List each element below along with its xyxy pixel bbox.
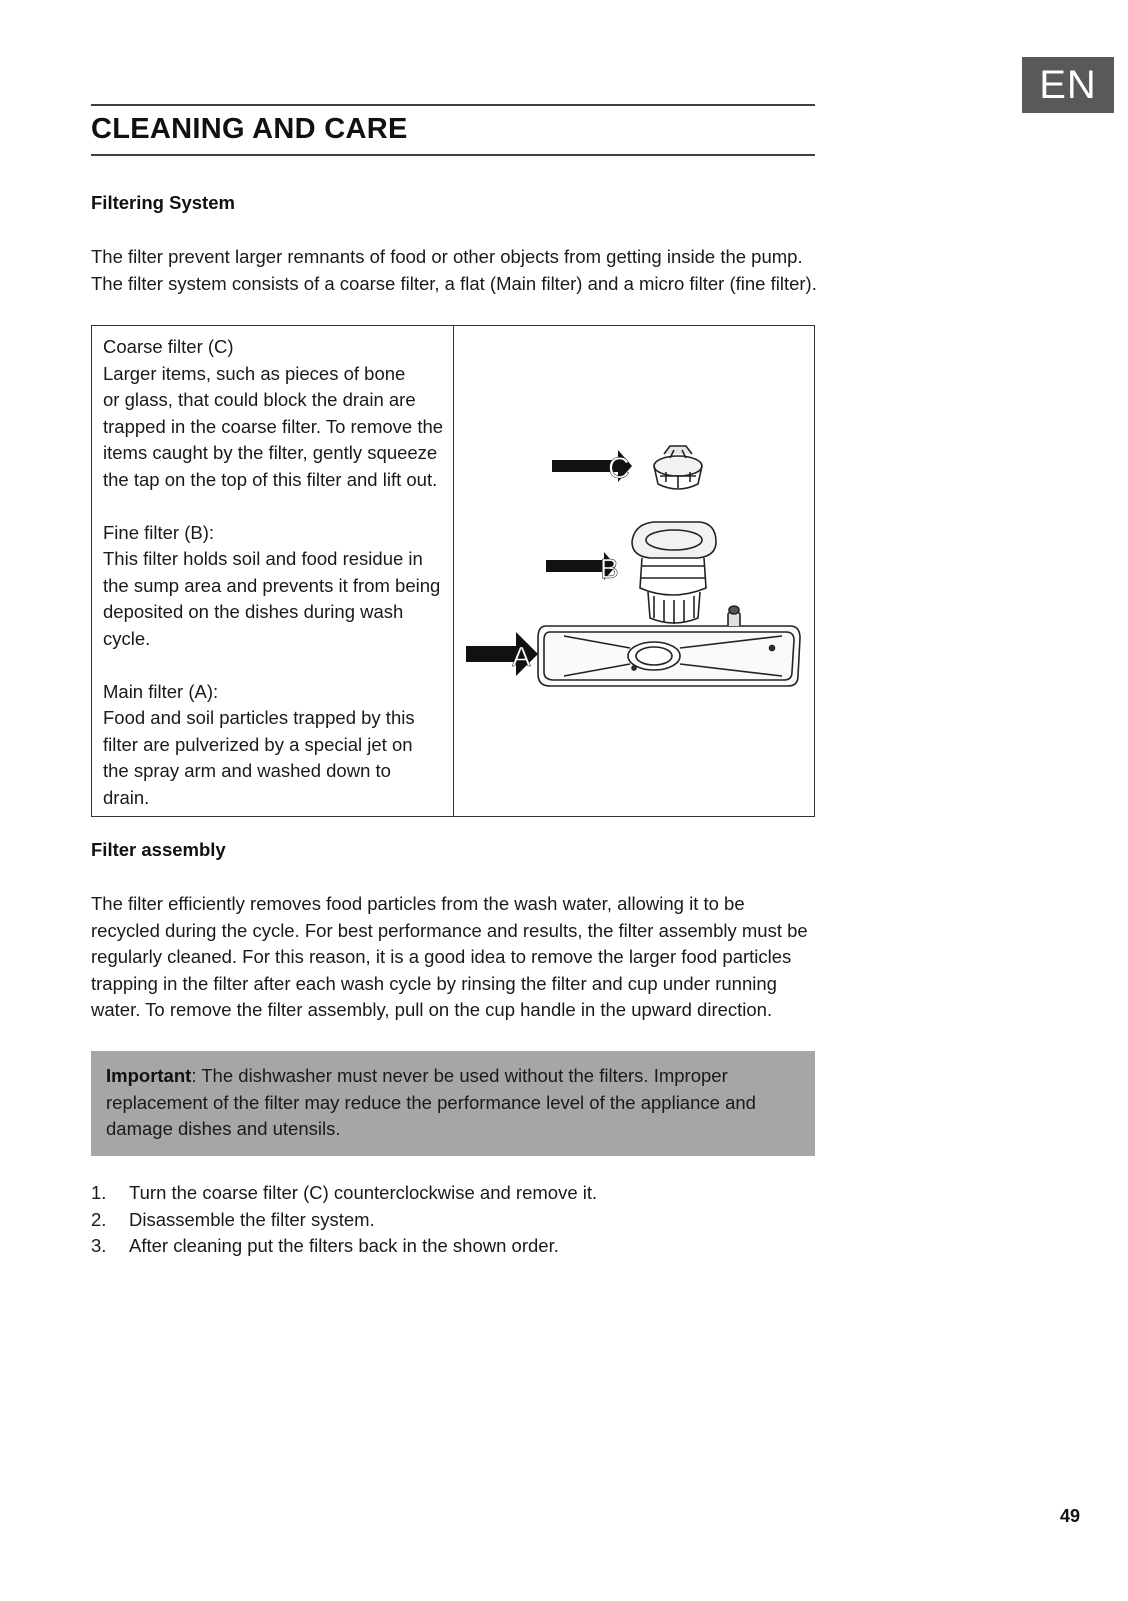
notice-line	[106, 1063, 800, 1090]
label-b: B	[600, 553, 619, 584]
main-filter-line: the spray arm and washed down to	[103, 760, 391, 781]
step-text: After cleaning put the filters back in the shown order.	[129, 1235, 559, 1256]
filter-descriptions	[92, 326, 454, 816]
filtering-system-intro	[91, 244, 821, 297]
label-c: C	[608, 452, 630, 485]
paragraph-line: recycled during the cycle. For best performance and results, the filter assembly must be	[91, 919, 808, 941]
title-rule-bottom	[91, 154, 815, 156]
language-badge: EN	[1022, 57, 1114, 113]
fine-filter-title: Fine filter (B):	[103, 521, 215, 543]
notice-label: Important	[106, 1065, 192, 1086]
coarse-filter-line: Larger items, such as pieces of bone	[103, 362, 406, 384]
filtering-system-heading: Filtering System	[91, 192, 235, 213]
coarse-filter-title: Coarse filter (C)	[103, 336, 234, 357]
step-number: 3.	[91, 1235, 107, 1256]
label-a: A	[512, 641, 531, 672]
important-notice	[91, 1051, 815, 1156]
step-text: Turn the coarse filter (C) counterclockwise and remove it.	[129, 1182, 598, 1203]
list-item	[91, 1233, 597, 1260]
coarse-filter-description	[103, 334, 445, 493]
list-item	[91, 1180, 597, 1207]
coarse-filter-line: items caught by the filter, gently squeeze	[103, 442, 438, 463]
notice-line: replacement of the filter may reduce the performance level of the appliance and	[106, 1091, 756, 1113]
fine-filter-line: This filter holds soil and food residue in	[103, 548, 423, 569]
notice-text: : The dishwasher must never be used without the filters. Improper	[191, 1065, 728, 1086]
title-rule-top	[91, 104, 815, 106]
step-number: 1.	[91, 1182, 107, 1203]
coarse-filter-line: trapped in the coarse filter. To remove the	[103, 415, 444, 437]
filter-diagram-cell	[454, 326, 814, 816]
main-filter-illustration	[538, 606, 800, 686]
paragraph-line: regularly cleaned. For this reason, it is a good idea to remove the larger food particles	[91, 946, 792, 967]
fine-filter-line: the sump area and prevents it from being	[103, 574, 441, 596]
fine-filter-line: cycle.	[103, 627, 151, 649]
filter-system-diagram	[454, 326, 814, 816]
step-number: 2.	[91, 1208, 107, 1230]
main-filter-line: drain.	[103, 786, 150, 808]
list-item	[91, 1207, 597, 1234]
page-title: CLEANING AND CARE	[91, 113, 408, 145]
step-text: Disassemble the filter system.	[129, 1208, 375, 1230]
paragraph-line: The filter efficiently removes food particles from the wash water, allowing it to be	[91, 893, 745, 914]
intro-line: The filter system consists of a coarse filter, a flat (Main filter) and a micro filter (fine filter).	[91, 272, 817, 294]
fine-filter-line: deposited on the dishes during wash	[103, 601, 404, 622]
fine-filter-illustration	[632, 522, 716, 624]
filter-assembly-heading: Filter assembly	[91, 839, 226, 860]
fine-filter-description	[103, 520, 445, 653]
paragraph-line: trapping in the filter after each wash cycle by rinsing the filter and cup under running	[91, 972, 777, 994]
coarse-filter-line: or glass, that could block the drain are	[103, 389, 416, 410]
cleaning-steps-list	[91, 1180, 597, 1260]
main-filter-line: filter are pulverized by a special jet on	[103, 733, 413, 755]
coarse-filter-line: the tap on the top of this filter and lift out.	[103, 468, 438, 490]
main-filter-description	[103, 679, 445, 812]
intro-line: The filter prevent larger remnants of food or other objects from getting inside the pump.	[91, 246, 803, 267]
paragraph-line: water. To remove the filter assembly, pull on the cup handle in the upward direction.	[91, 999, 773, 1020]
filter-description-table	[91, 325, 815, 817]
coarse-filter-illustration	[654, 446, 702, 489]
filter-assembly-paragraph	[91, 891, 821, 1024]
main-filter-title: Main filter (A):	[103, 680, 219, 702]
page-number: 49	[1060, 1506, 1081, 1526]
main-filter-line: Food and soil particles trapped by this	[103, 707, 415, 728]
notice-line: damage dishes and utensils.	[106, 1118, 341, 1139]
